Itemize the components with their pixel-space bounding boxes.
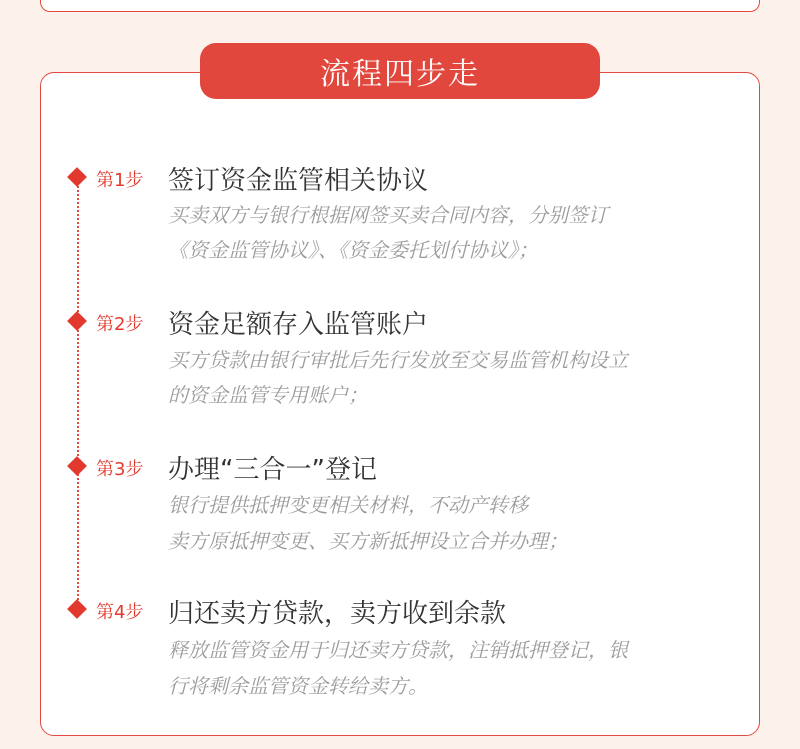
step-label: 第2步 <box>96 314 144 335</box>
section-title: 流程四步走 <box>200 43 600 99</box>
step-label: 第1步 <box>96 170 144 191</box>
step-description-line: 卖方原抵押变更、买方新抵押设立合并办理； <box>168 529 568 553</box>
step-description-line: 《资金监管协议》、《资金委托划付协议》； <box>168 238 538 262</box>
step-label: 第3步 <box>96 459 144 480</box>
step-description-line: 的资金监管专用账户； <box>168 383 368 407</box>
step-description-line: 买方贷款由银行审批后先行发放至交易监管机构设立 <box>168 348 628 372</box>
timeline-line <box>77 178 79 608</box>
step-description-line: 行将剩余监管资金转给卖方。 <box>168 674 428 698</box>
step-description-line: 银行提供抵押变更相关材料，不动产转移 <box>168 493 528 517</box>
previous-section-card <box>40 0 760 12</box>
step-title: 签订资金监管相关协议 <box>168 166 429 196</box>
step-description-line: 释放监管资金用于归还卖方贷款，注销抵押登记，银 <box>168 638 628 662</box>
step-title: 办理“三合一”登记 <box>168 455 377 485</box>
step-title: 归还卖方贷款，卖方收到余款 <box>168 599 507 629</box>
step-description-line: 买卖双方与银行根据网签买卖合同内容，分别签订 <box>168 203 608 227</box>
step-label: 第4步 <box>96 602 144 623</box>
step-title: 资金足额存入监管账户 <box>168 310 429 340</box>
